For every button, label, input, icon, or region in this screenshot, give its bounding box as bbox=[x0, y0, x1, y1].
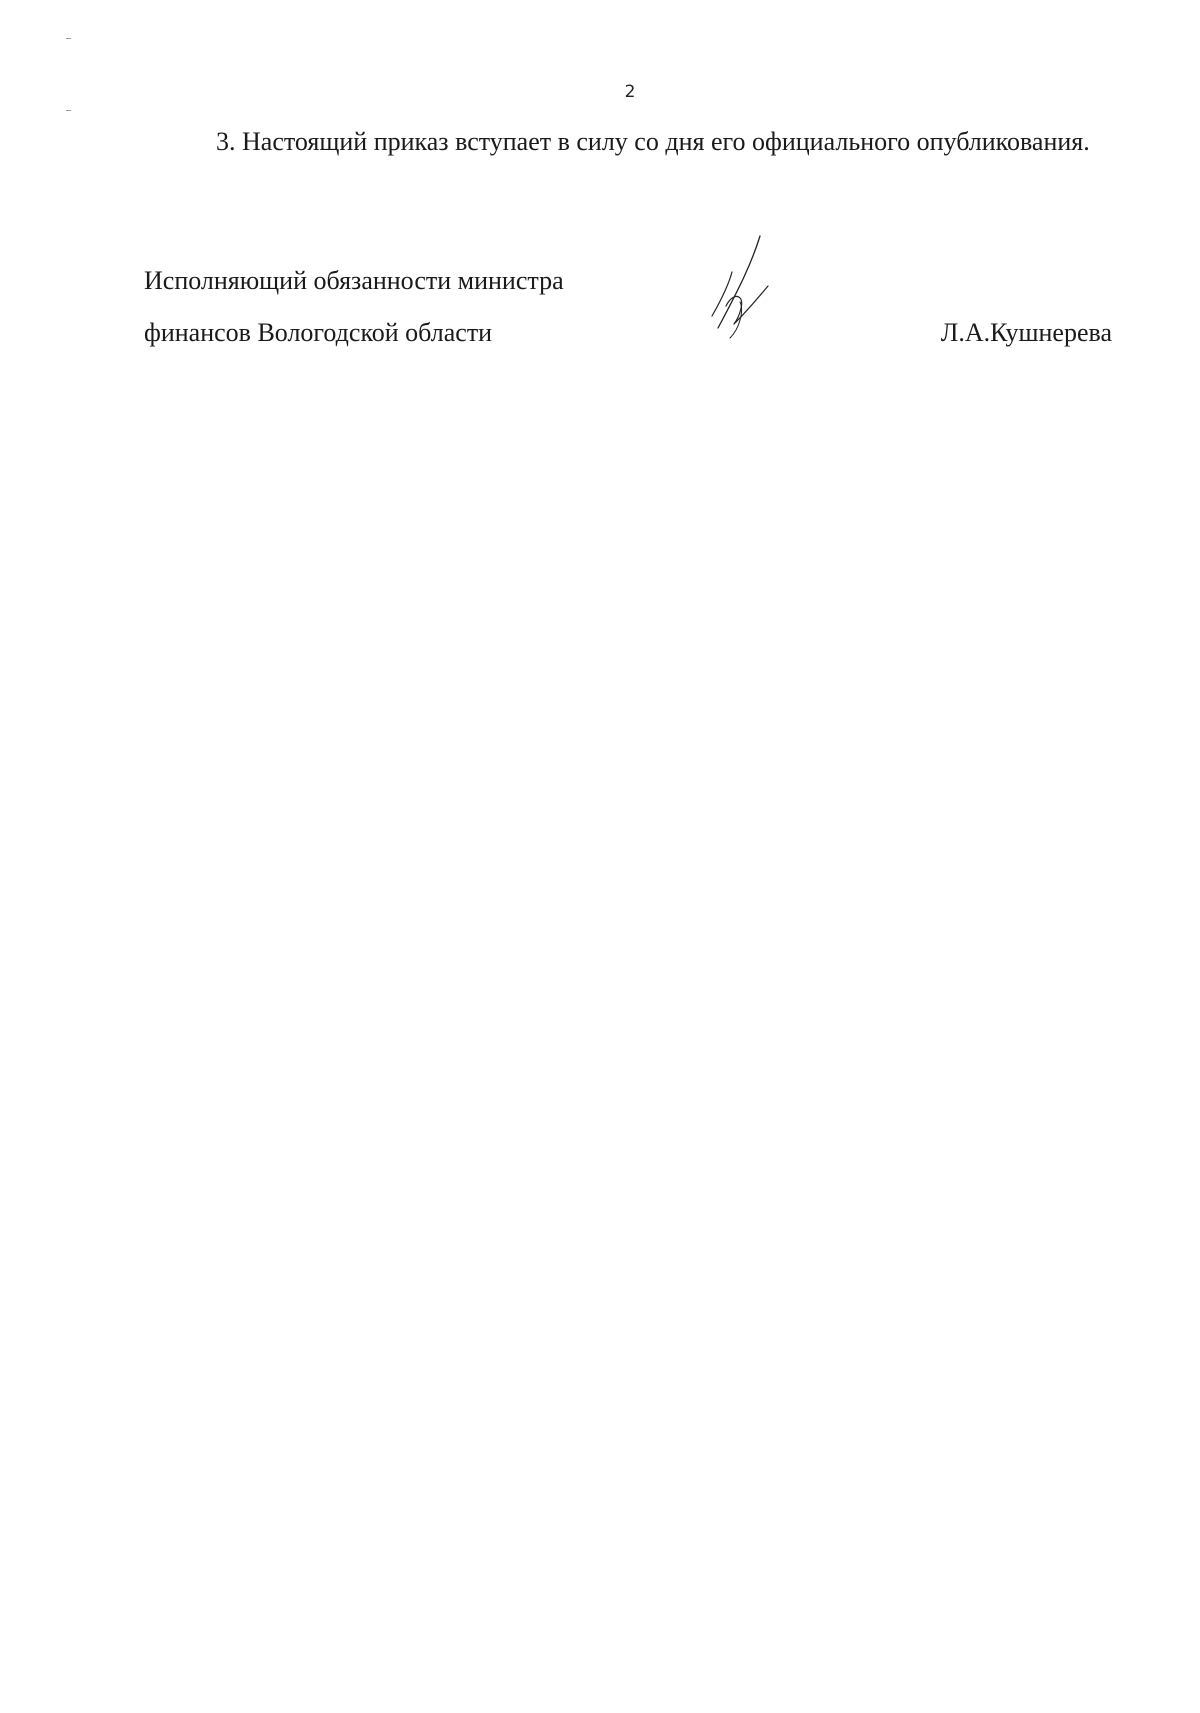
signature-block bbox=[144, 266, 1124, 366]
signatory-name: Л.А.Кушнерева bbox=[940, 318, 1112, 347]
signatory-position-line-1: Исполняющий обязанности министра bbox=[144, 266, 564, 295]
scan-artifact-mark bbox=[66, 38, 71, 39]
handwritten-signature bbox=[700, 232, 790, 342]
signatory-position-line-2: финансов Вологодской области bbox=[144, 318, 493, 347]
scan-artifact-mark bbox=[66, 110, 71, 111]
page-number: 2 bbox=[624, 82, 636, 102]
body-paragraph: 3. Настоящий приказ вступает в силу со дня его официального опубликования. bbox=[216, 127, 1090, 156]
